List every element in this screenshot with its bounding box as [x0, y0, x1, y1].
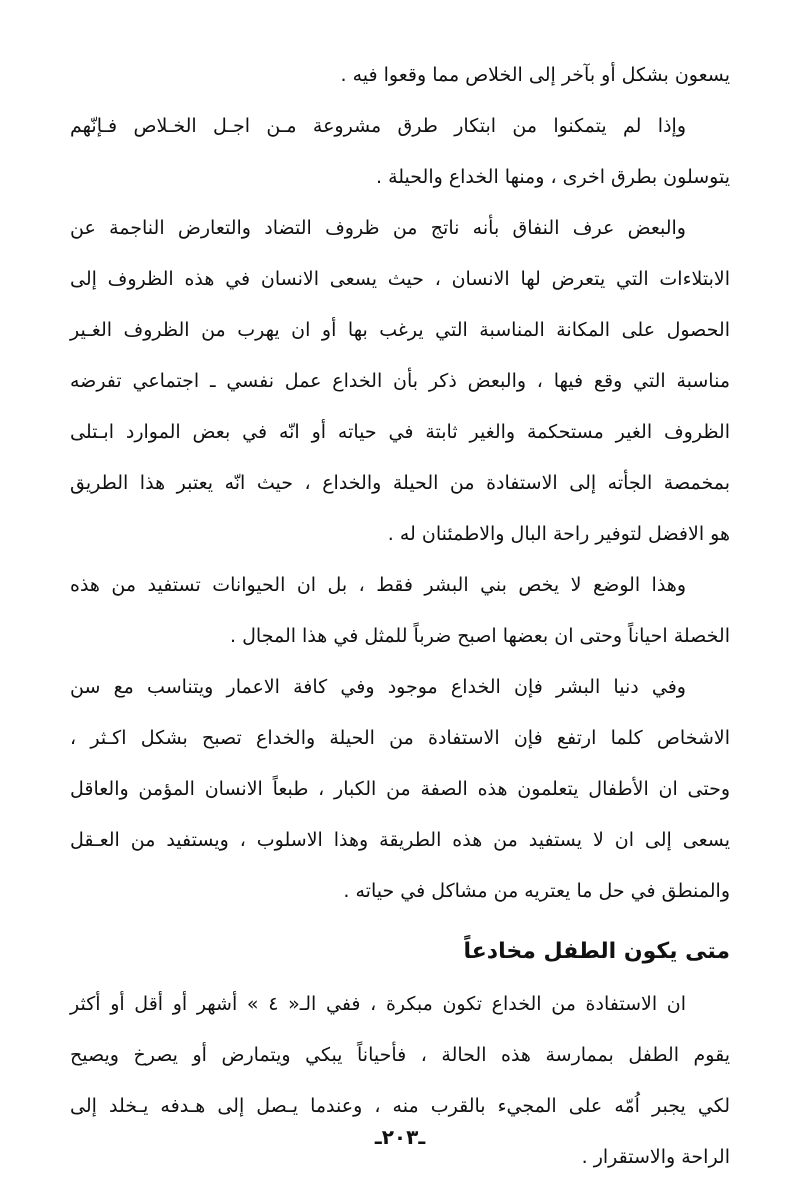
- text-line: الخصلة احياناً وحتى ان بعضها اصبح ضرباً للمثل في هذا المجال .: [230, 625, 730, 647]
- paragraph-continuation: [70, 50, 730, 101]
- text-line: ان الاستفادة من الخداع تكون مبكرة ، ففي الـ« ٤ » أشهر أو أقل أو أكثر: [70, 993, 686, 1015]
- text-line: الاشخاص كلما ارتفع فإن الاستفادة من الحيلة والخداع تصبح بشكل اكـثر ،: [70, 727, 730, 749]
- text-line: الحصول على المكانة المناسبة التي يرغب بها أو ان يهرب من الظروف الغـير: [70, 319, 730, 341]
- text-line: وحتى ان الأطفال يتعلمون هذه الصفة من الكبار ، طبعاً الانسان المؤمن والعاقل: [70, 778, 730, 800]
- text-line: وفي دنيا البشر فإن الخداع موجود وفي كافة الاعمار ويتناسب مع سن: [70, 676, 686, 698]
- text-line: هو الافضل لتوفير راحة البال والاطمئنان له .: [387, 523, 730, 545]
- text-line: الراحة والاستقرار .: [581, 1146, 730, 1168]
- paragraph: [70, 662, 730, 917]
- text-line: يسعون بشكل أو بآخر إلى الخلاص مما وقعوا فيه .: [340, 64, 730, 86]
- text-line: وهذا الوضع لا يخص بني البشر فقط ، بل ان الحيوانات تستفيد من هذه: [70, 574, 686, 596]
- text-line: يقوم الطفل بممارسة هذه الحالة ، فأحياناً يبكي ويتمارض أو يصرخ ويصيح: [70, 1044, 730, 1066]
- text-line: الابتلاءات التي يتعرض لها الانسان ، حيث يسعى الانسان في هذه الظروف إلى: [70, 268, 730, 290]
- paragraph: [70, 979, 730, 1183]
- text-line: لكي يجبر اُمّه على المجيء بالقرب منه ، وعندما يـصل إلى هـدفه يـخلد إلى: [70, 1095, 730, 1117]
- text-line: الظروف الغير مستحكمة والغير ثابتة في حياته أو انّه في بعض الموارد ابـتلى: [70, 421, 730, 443]
- paragraph: [70, 101, 730, 203]
- text-line: والبعض عرف النفاق بأنه ناتج من ظروف التضاد والتعارض الناجمة عن: [70, 217, 686, 239]
- text-line: وإذا لم يتمكنوا من ابتكار طرق مشروعة مـن اجـل الخـلاص فـإنّهم: [70, 115, 686, 137]
- text-line: بمخمصة الجأته إلى الاستفادة من الحيلة والخداع ، حيث انّه يعتبر هذا الطريق: [70, 472, 730, 494]
- paragraph: [70, 560, 730, 662]
- text-line: مناسبة التي وقع فيها ، والبعض ذكر بأن الخداع عمل نفسي ـ اجتماعي تفرضه: [70, 370, 730, 392]
- page-body: [70, 50, 730, 1183]
- page-number: ـ٢٠٣ـ: [374, 1125, 426, 1149]
- section-heading: متى يكون الطفل مخادعاً: [463, 939, 730, 964]
- text-line: يسعى إلى ان لا يستفيد من هذه الطريقة وهذا الاسلوب ، ويستفيد من العـقل: [70, 829, 730, 851]
- paragraph: [70, 203, 730, 560]
- text-line: والمنطق في حل ما يعتريه من مشاكل في حياته .: [343, 880, 730, 902]
- text-line: يتوسلون بطرق اخرى ، ومنها الخداع والحيلة .: [375, 166, 730, 188]
